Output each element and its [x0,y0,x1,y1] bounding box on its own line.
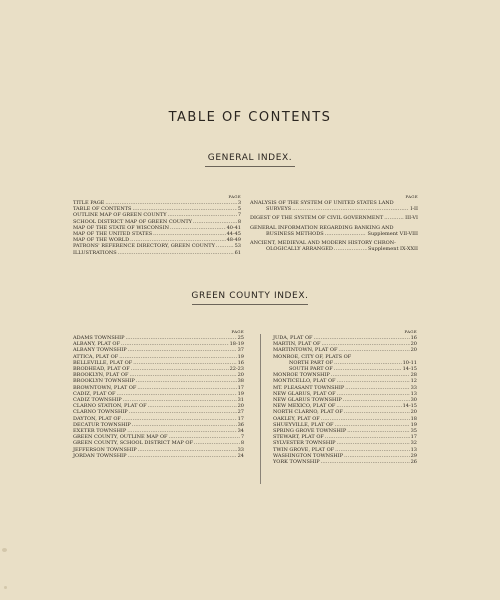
entry-title: MARTINTOWN, PLAT OF [273,347,338,354]
entry-page-number: 28 [410,372,417,379]
entry-page-number: 38 [237,378,244,385]
entry-page-number: 10-11 [402,359,417,366]
page-title: TABLE OF CONTENTS [168,110,332,125]
paper-stain [4,586,7,589]
entry-page-number: 34 [237,428,244,435]
entry-page-number: Supplement IX-XXII [367,246,418,253]
entry-page-number: 35 [410,428,417,435]
page-column-label: PAGE [405,194,418,199]
entry-title: DECATUR TOWNSHIP [73,421,131,428]
entry-title: GREEN COUNTY, OUTLINE MAP OF [73,434,168,441]
green-county-right-column [273,329,417,465]
entry-page-number: 13 [410,390,417,397]
entry-title: JORDAN TOWNSHIP [73,452,127,459]
entry-title: ATTICA, PLAT OF [73,353,119,360]
dot-leader [395,225,417,231]
entry-title: BROWNTOWN, PLAT OF [73,384,137,391]
entry-title: BROOKLYN, PLAT OF [73,372,129,379]
entry-title: NORTH PART OF [289,359,334,366]
entry-page-number: 33 [237,446,244,453]
green-county-index-underline [192,304,308,305]
entry-title: BUSINESS METHODS [266,230,324,237]
entry-title: TABLE OF CONTENTS [73,206,132,213]
entry-title: MT. PLEASANT TOWNSHIP [273,384,345,391]
entry-page-number: 14-15 [402,403,417,410]
entry-title: DIGEST OF THE SYSTEM OF CIVIL GOVERNMENT [250,215,384,222]
entry-page-number: 31 [237,397,244,404]
general-index-right-column [250,194,418,252]
entry-page-number: 25 [237,335,244,341]
entry-page-number: 7 [237,212,241,219]
entry-page-number: 44-45 [226,231,241,238]
entry-page-number: 19 [237,390,244,397]
entry-title: SURVEYS [266,206,292,213]
entry-title: OUTLINE MAP OF GREEN COUNTY [73,212,167,219]
entry-page-number: 22-23 [229,366,244,373]
entry-page-number: 8 [240,440,244,447]
entry-title: DAYTON, PLAT OF [73,415,121,422]
entry-page-number: 61 [234,249,241,256]
dot-leader [334,246,367,252]
entry-title: OAKLEY, PLAT OF [273,415,320,422]
entry-title: JEFFERSON TOWNSHIP [73,446,137,453]
entry-page-number: 17 [237,384,244,391]
entry-title: MONROE TOWNSHIP [273,372,330,379]
entry-page-number: 20 [410,409,417,416]
entry-page-number: 12 [410,378,417,385]
dot-leader [251,222,417,225]
entry-page-number: 27 [237,409,244,416]
entry-page-number: 18-19 [229,341,244,348]
dot-leader [397,240,417,246]
page-column-label: PAGE [231,329,244,334]
entry-title: ALBANY, PLAT OF [73,341,120,348]
entry-page-number: 7 [240,434,244,441]
entry-title: NORTH CLARNO, PLAT OF [273,409,343,416]
entry-title: TITLE PAGE [73,200,105,206]
entry-title: STEWART, PLAT OF [273,434,324,441]
entry-title: NEW GLARUS TOWNSHIP [273,397,342,404]
entry-page-number: 40-41 [226,224,241,231]
entry-title: MONTICELLO, PLAT OF [273,378,336,385]
entry-title: MAP OF THE STATE OF WISCONSIN [73,224,169,231]
entry-page-number: 18 [410,415,417,422]
entry-title: SCHOOL DISTRICT MAP OF GREEN COUNTY [73,218,192,225]
entry-title: GENERAL INFORMATION REGARDING BANKING AND [250,224,394,231]
entry-title: CADIZ, PLAT OF [73,390,116,397]
entry-page-number: 48-49 [226,237,241,244]
entry-page-number: 20 [410,347,417,354]
entry-title: ALBANY TOWNSHIP [73,347,127,354]
entry-page-number: 20 [410,341,417,348]
entry-title: OLOGICALLY ARRANGED [266,246,333,253]
entry-title: ANCIENT, MEDIEVAL AND MODERN HISTORY CHRON- [250,240,396,247]
entry-title: MAP OF THE UNITED STATES [73,231,153,238]
entry-page-number: 17 [410,434,417,441]
entry-title: CLARNO TOWNSHIP [73,409,128,416]
entry-page-number: 20 [237,403,244,410]
entry-title: CADIZ TOWNSHIP [73,397,122,404]
entry-page-number: 3 [237,200,241,206]
entry-title: ANALYSIS OF THE SYSTEM OF UNITED STATES LAND [250,200,394,206]
entry-page-number: 19 [237,353,244,360]
general-index-heading: GENERAL INDEX. [207,153,293,163]
paper-stain [2,548,7,552]
entry-page-number: 36 [237,421,244,428]
entry-title: MAP OF THE WORLD [73,237,130,244]
entry-title: MONROE, CITY OF, PLATS OF [273,353,352,360]
index-entry [73,453,244,459]
dot-leader [251,237,417,240]
entry-title: BRODHEAD, PLAT OF [73,366,130,373]
entry-page-number: I-II [410,206,418,213]
entry-page-number: 13 [410,446,417,453]
dot-leader [128,453,237,459]
index-entry [250,237,418,240]
column-divider [260,334,261,484]
entry-title: NEW MEXICO, PLAT OF [273,403,336,410]
entry-page-number: 37 [237,347,244,354]
general-index-underline [205,166,295,167]
green-county-index-heading: GREEN COUNTY INDEX. [191,291,309,301]
entry-page-number: III-VI [405,215,418,222]
entry-title: JUDA, PLAT OF [273,335,313,341]
entry-title: NEW GLARUS, PLAT OF [273,390,336,397]
entry-page-number: 14-15 [402,366,417,373]
entry-title: YORK TOWNSHIP [273,459,320,466]
entry-page-number: 29 [410,452,417,459]
entry-page-number: 20 [237,372,244,379]
entry-page-number: 33 [410,384,417,391]
entry-title: SYLVESTER TOWNSHIP [273,440,336,447]
entry-page-number: 32 [410,440,417,447]
entry-page-number: 17 [237,415,244,422]
index-entry [73,250,241,256]
dot-leader [130,237,225,243]
entry-page-number: 5 [237,206,241,213]
entry-title: ADAMS TOWNSHIP [73,335,125,341]
entry-page-number: 16 [410,335,417,341]
entry-title: BROOKLYN TOWNSHIP [73,378,135,385]
entry-title: BELLEVILLE, PLAT OF [73,359,133,366]
entry-page-number: Supplement VII-VIII [367,230,418,237]
dot-leader [321,459,410,465]
entry-title: TWIN GROVE, PLAT OF [273,446,335,453]
green-county-left-column [73,329,244,459]
page-column-label: PAGE [228,194,241,199]
index-entry [250,222,418,225]
entry-title: SPRING GROVE TOWNSHIP [273,428,347,435]
entry-page-number: 8 [237,218,241,225]
entry-page-number: 19 [410,421,417,428]
entry-page-number: 30 [410,397,417,404]
entry-page-number: 24 [237,452,244,459]
entry-title: MARTIN, PLAT OF [273,341,321,348]
page-column-label: PAGE [404,329,417,334]
general-index-left-column [73,194,241,256]
index-entry [250,246,418,252]
entry-title: ILLUSTRATIONS [73,249,117,256]
entry-page-number: 53 [234,243,241,250]
entry-title: SHUEYVILLE, PLAT OF [273,421,334,428]
entry-title: CLARNO STATION, PLAT OF [73,403,147,410]
index-entry [273,459,417,465]
entry-page-number: 16 [237,359,244,366]
entry-title: PATRONS' REFERENCE DIRECTORY, GREEN COUNTY [73,243,215,250]
entry-title: GREEN COUNTY, SCHOOL DISTRICT MAP OF [73,440,193,447]
dot-leader [118,250,234,256]
entry-page-number: 26 [410,459,417,466]
entry-title: SOUTH PART OF [289,366,333,373]
entry-title: EXETER TOWNSHIP [73,428,127,435]
entry-title: WASHINGTON TOWNSHIP [273,452,344,459]
